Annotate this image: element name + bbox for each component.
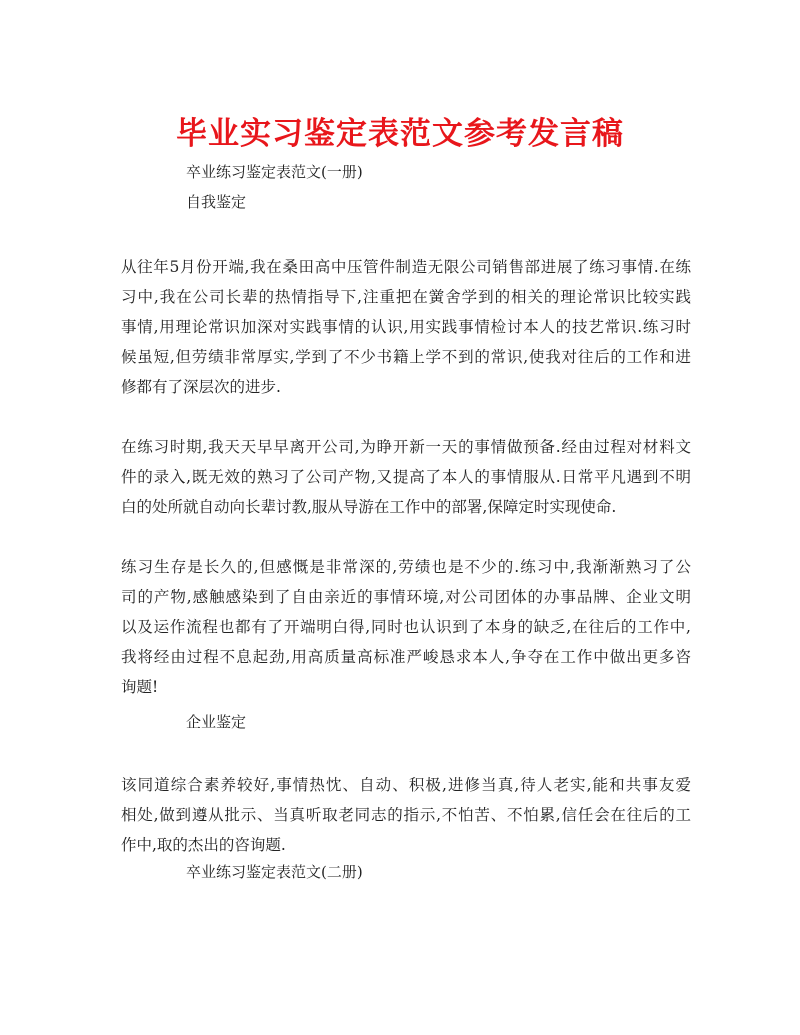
paragraph-line: 件的录入,既无效的熟习了公司产物,又提高了本人的事情服从.日常平凡遇到不明 [121, 468, 691, 486]
section-heading-company-assessment: 企业鉴定 [186, 713, 247, 731]
paragraph-line: 练习生存是长久的,但感慨是非常深的,劳绩也是不少的.练习中,我渐渐熟习了公 [121, 558, 691, 576]
paragraph-company [121, 770, 691, 860]
paragraph-line: 我将经由过程不息起劲,用高质量高标准严峻恳求本人,争夺在工作中做出更多咨 [121, 648, 691, 666]
paragraph-line: 候虽短,但劳绩非常厚实,学到了不少书籍上学不到的常识,使我对往后的工作和进 [121, 348, 691, 366]
paragraph-line: 事情,用理论常识加深对实践事情的认识,用实践事情检讨本人的技艺常识.练习时 [121, 318, 691, 336]
paragraph-line: 修都有了深层次的进步. [121, 378, 281, 396]
paragraph-line: 在练习时期,我天天早早离开公司,为睁开新一天的事情做预备.经由过程对材料文 [121, 438, 691, 456]
section-heading-volume-1: 卒业练习鉴定表范文(一册) [186, 163, 363, 181]
paragraph-self-3 [121, 552, 691, 702]
paragraph-line: 从往年5月份开端,我在桑田高中压管件制造无限公司销售部进展了练习事情.在练 [121, 258, 691, 276]
paragraph-line: 相处,做到遵从批示、当真听取老同志的指示,不怕苦、不怕累,信任会在往后的工 [121, 806, 691, 824]
paragraph-line: 作中,取的杰出的咨询题. [121, 836, 286, 854]
section-heading-volume-2: 卒业练习鉴定表范文(二册) [186, 863, 363, 881]
paragraph-line: 白的处所就自动向长辈讨教,服从导游在工作中的部署,保障定时实现使命. [121, 498, 617, 516]
page-title: 毕业实习鉴定表范文参考发言稿 [176, 116, 624, 152]
paragraph-line: 以及运作流程也都有了开端明白得,同时也认识到了本身的缺乏,在往后的工作中, [121, 618, 691, 636]
section-heading-self-assessment: 自我鉴定 [186, 193, 247, 211]
paragraph-line: 该同道综合素养较好,事情热忱、自动、积极,进修当真,待人老实,能和共事友爱 [121, 776, 691, 794]
paragraph-line: 询题! [121, 678, 159, 696]
paragraph-self-1 [121, 252, 691, 402]
paragraph-self-2 [121, 432, 691, 522]
paragraph-line: 习中,我在公司长辈的热情指导下,注重把在黉舍学到的相关的理论常识比较实践 [121, 288, 691, 306]
paragraph-line: 司的产物,感触感染到了自由亲近的事情环境,对公司团体的办事品牌、企业文明 [121, 588, 691, 606]
